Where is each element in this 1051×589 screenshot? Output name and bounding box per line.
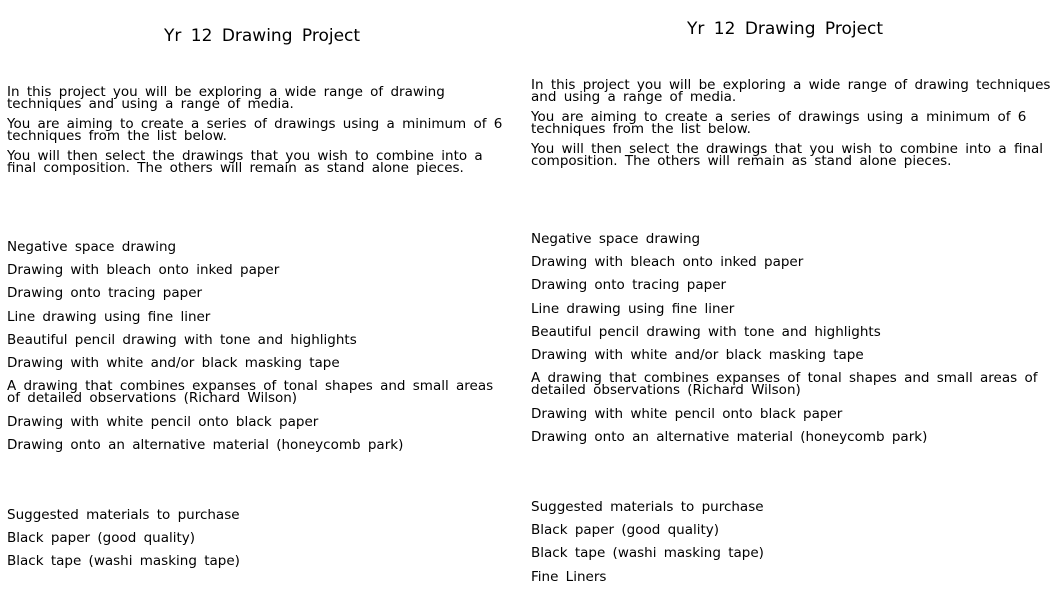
- intro-paragraph: You will then select the drawings that you wish to combine into a final composition. The others will remain as stand alone pieces.: [531, 141, 1044, 169]
- intro-paragraph: You are aiming to create a series of drawings using a minimum of 6 techniques from the list below.: [531, 109, 1027, 137]
- material-item: Black tape (washi masking tape): [531, 545, 764, 562]
- intro-paragraph: You will then select the drawings that you wish to combine into a final composition. The others will remain as stand alone pieces.: [7, 148, 483, 176]
- page-title: Yr 12 Drawing Project: [687, 19, 884, 39]
- technique-item: Drawing onto an alternative material (honeycomb park): [7, 437, 404, 454]
- intro-paragraph: You are aiming to create a series of drawings using a minimum of 6 techniques from the list below.: [7, 116, 503, 144]
- slide-right: [531, 0, 1051, 585]
- technique-item: Beautiful pencil drawing with tone and highlights: [7, 331, 357, 348]
- page-title: Yr 12 Drawing Project: [164, 26, 361, 46]
- techniques-list: [7, 236, 507, 458]
- technique-item: Drawing with white pencil onto black paper: [7, 414, 319, 431]
- technique-item: Drawing onto tracing paper: [531, 277, 727, 294]
- material-item: Black paper (good quality): [531, 522, 720, 539]
- slide-left: [7, 0, 517, 576]
- technique-item: A drawing that combines expanses of tonal shapes and small areas of detailed observations (Richard Wilson): [7, 378, 494, 407]
- materials-heading: Suggested materials to purchase: [531, 499, 764, 515]
- technique-item: Line drawing using fine liner: [531, 300, 735, 317]
- technique-item: Drawing with bleach onto inked paper: [7, 262, 280, 279]
- material-item: Black paper (good quality): [7, 530, 196, 547]
- technique-item: Drawing with white and/or black masking tape: [7, 355, 340, 372]
- intro-text: [531, 79, 1051, 175]
- technique-item: Drawing with white pencil onto black paper: [531, 406, 843, 423]
- technique-item: Drawing onto an alternative material (honeycomb park): [531, 429, 928, 446]
- technique-item: Beautiful pencil drawing with tone and highlights: [531, 323, 881, 340]
- materials-list: [7, 504, 240, 574]
- materials-list: [531, 496, 764, 589]
- material-item: Black tape (washi masking tape): [7, 553, 240, 570]
- material-item: Fine Liners: [531, 568, 607, 585]
- techniques-list: [531, 228, 1051, 450]
- technique-item: A drawing that combines expanses of tonal shapes and small areas of detailed observations (Richard Wilson): [531, 370, 1038, 399]
- technique-item: Drawing with bleach onto inked paper: [531, 254, 804, 271]
- intro-paragraph: In this project you will be exploring a wide range of drawing techniques and using a range of media.: [531, 77, 1051, 105]
- technique-item: Drawing with white and/or black masking tape: [531, 347, 864, 364]
- intro-text: [7, 86, 517, 182]
- technique-item: Line drawing using fine liner: [7, 308, 211, 325]
- technique-item: Drawing onto tracing paper: [7, 285, 203, 302]
- technique-item: Negative space drawing: [7, 239, 177, 255]
- materials-heading: Suggested materials to purchase: [7, 507, 240, 523]
- intro-paragraph: In this project you will be exploring a wide range of drawing techniques and using a range of media.: [7, 84, 445, 112]
- technique-item: Negative space drawing: [531, 231, 701, 247]
